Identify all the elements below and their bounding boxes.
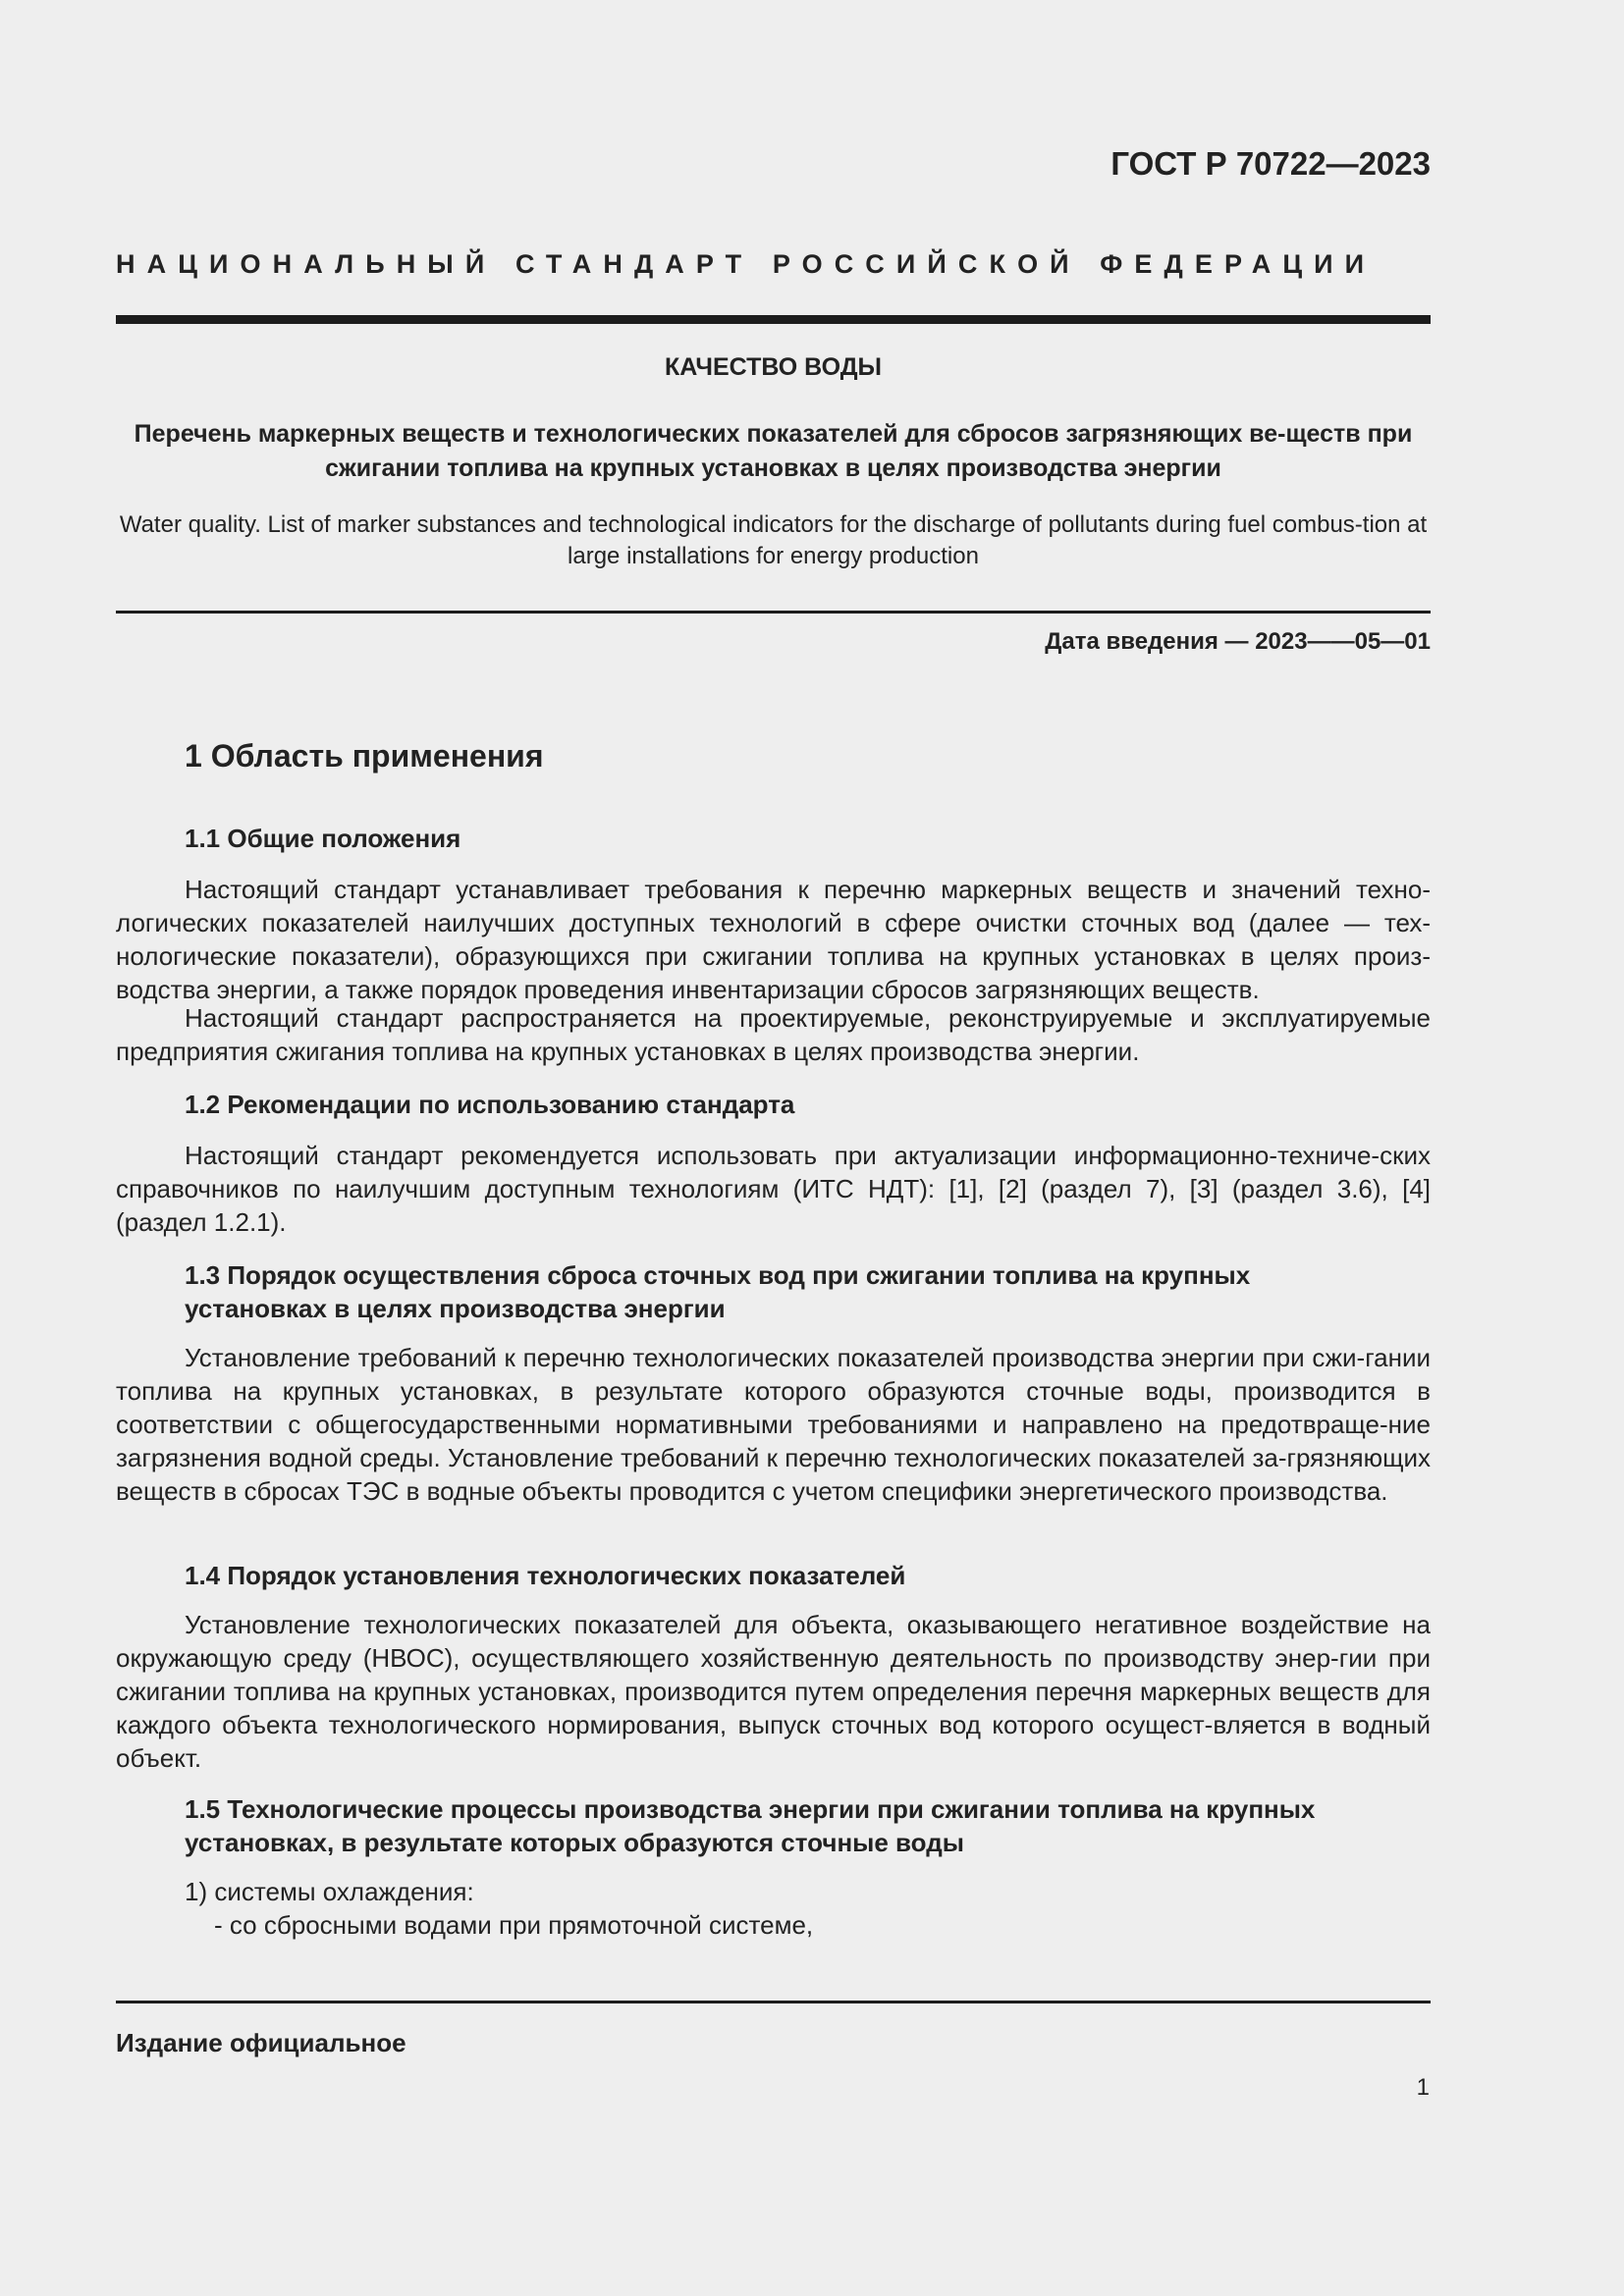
subsection-heading-1-2: 1.2 Рекомендации по использованию стандарта [185, 1090, 795, 1119]
paragraph-1-2: Настоящий стандарт рекомендуется использовать при актуализации информационно-техниче-ских справочников по наилучшим доступным технологиям (ИТС НДТ): [1], [2] (раздел 7), [3] (раздел 3.6), [4] (раздел 1.2.1). [116, 1141, 1431, 1237]
footer-rule [116, 2001, 1431, 2003]
subsection-heading-1-3-line2: установках в целях производства энергии [185, 1294, 726, 1323]
paragraph-1-1-a: Настоящий стандарт устанавливает требования к перечню маркерных веществ и значений техно-логических показателей наилучших доступных технологий в сфере очистки сточных вод (далее — тех-нологические показатели), образующихся при сжигании топлива на крупных установках в целях произ-водства энергии, а также порядок проведения инвентаризации сбросов загрязняющих веществ. [116, 875, 1431, 1004]
list-item-cooling-systems: 1) системы охлаждения: [185, 1877, 474, 1906]
paragraph-1-3: Установление требований к перечню технологических показателей производства энергии при сжи-гании топлива на крупных установках, в результате которого образуются сточные воды, производится в соответствии с общегосударственными нормативными требованиями и направлено на предотвраще-ние загрязнения водной среды. Установление требований к перечню технологических показателей за-грязняющих веществ в сбросах ТЭС в водные объекты проводится с учетом специфики энергетического производства. [116, 1343, 1431, 1506]
official-edition-label: Издание официальное [116, 2028, 406, 2057]
document-title: КАЧЕСТВО ВОДЫ [664, 353, 882, 381]
document-number: ГОСТ Р 70722—2023 [1110, 145, 1431, 182]
subsection-heading-1-5-line1: 1.5 Технологические процессы производства энергии при сжигании топлива на крупных [185, 1794, 1316, 1824]
national-standard-banner: НАЦИОНАЛЬНЫЙ СТАНДАРТ РОССИЙСКОЙ ФЕДЕРАЦИИ [116, 249, 1377, 279]
paragraph-1-1-b: Настоящий стандарт распространяется на проектируемые, реконструируемые и эксплуатируемые предприятия сжигания топлива на крупных установках в целях производства энергии. [116, 1003, 1431, 1066]
subsection-heading-1-1: 1.1 Общие положения [185, 824, 461, 853]
list-subitem-once-through: - со сбросными водами при прямоточной системе, [214, 1910, 814, 1940]
subsection-heading-1-4: 1.4 Порядок установления технологических показателей [185, 1561, 906, 1590]
subsection-heading-1-3-line1: 1.3 Порядок осуществления сброса сточных вод при сжигании топлива на крупных [185, 1260, 1251, 1290]
header-thick-rule [116, 315, 1431, 324]
title-bottom-rule [116, 611, 1431, 614]
document-subtitle: Перечень маркерных веществ и технологических показателей для сбросов загрязняющих ве-ществ при сжигании топлива на крупных установках в целях производства энергии [134, 420, 1413, 482]
paragraph-1-4: Установление технологических показателей для объекта, оказывающего негативное воздействие на окружающую среду (НВОС), осуществляющего хозяйственную деятельность по производству энер-гии при сжигании топлива на крупных установках, производится путем определения перечня маркерных веществ для каждого объекта технологического нормирования, выпуск сточных вод которого осущест-вляется в водный объект. [116, 1610, 1431, 1773]
section-heading-scope: 1 Область применения [185, 738, 544, 774]
page-number: 1 [1416, 2074, 1430, 2101]
subsection-heading-1-5-line2: установках, в результате которых образуются сточные воды [185, 1828, 964, 1857]
english-title: Water quality. List of marker substances and technological indicators for the discharge of pollutants during fuel combus-tion at large installations for energy production [119, 511, 1428, 569]
introduction-date: Дата введения — 2023——05—01 [1045, 628, 1431, 655]
subsection-heading-1-3 [185, 1258, 1431, 1325]
subsection-heading-1-5 [185, 1792, 1431, 1859]
